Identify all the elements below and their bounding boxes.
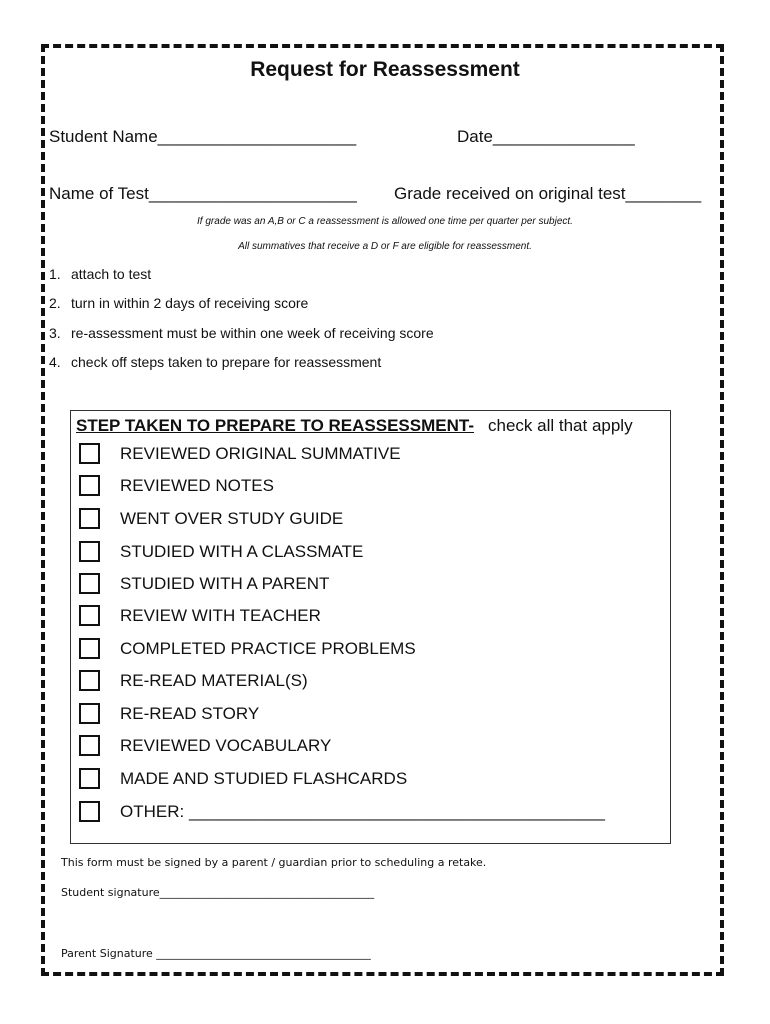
- checkbox[interactable]: [79, 573, 100, 594]
- checklist-instruction: check all that apply: [488, 416, 633, 435]
- checklist-item-label: RE-READ MATERIAL(S): [120, 671, 308, 690]
- signature-notice: This form must be signed by a parent / guardian prior to scheduling a retake.: [61, 856, 487, 869]
- step-text: turn in within 2 days of receiving score: [71, 295, 309, 311]
- step-item: [49, 354, 381, 370]
- checkbox[interactable]: [79, 801, 100, 822]
- step-item: [49, 325, 434, 341]
- parent-signature-field[interactable]: Parent Signature _______________________________________: [61, 947, 371, 960]
- checkbox[interactable]: [79, 443, 100, 464]
- checklist-item-label: MADE AND STUDIED FLASHCARDS: [120, 769, 408, 788]
- note-abc-grade: If grade was an A,B or C a reassessment is allowed one time per quarter per subject.: [197, 216, 573, 227]
- step-text: check off steps taken to prepare for reassessment: [71, 354, 382, 370]
- checkbox[interactable]: [79, 703, 100, 724]
- checklist-title: STEP TAKEN TO PREPARE TO REASSESSMENT-: [76, 416, 474, 435]
- student-signature-field[interactable]: Student signature_______________________________________: [61, 886, 375, 899]
- step-item: [49, 266, 151, 282]
- checklist-item-label: STUDIED WITH A PARENT: [120, 574, 330, 593]
- checkbox[interactable]: [79, 638, 100, 659]
- step-text: re-assessment must be within one week of receiving score: [71, 325, 434, 341]
- checkbox[interactable]: [79, 605, 100, 626]
- checkbox[interactable]: [79, 735, 100, 756]
- date-field[interactable]: Date_______________: [457, 127, 635, 146]
- checkbox[interactable]: [79, 670, 100, 691]
- test-name-field[interactable]: Name of Test______________________: [49, 184, 357, 203]
- step-number: 2.: [49, 295, 61, 311]
- checklist-item-label: OTHER: ____________________________________________: [120, 802, 605, 821]
- checklist-item-label: REVIEWED VOCABULARY: [120, 736, 332, 755]
- student-name-field[interactable]: Student Name_____________________: [49, 127, 357, 146]
- step-number: 3.: [49, 325, 61, 341]
- form-title: Request for Reassessment: [250, 58, 520, 81]
- step-number: 1.: [49, 266, 61, 282]
- checklist-item-label: STUDIED WITH A CLASSMATE: [120, 542, 364, 561]
- checklist-item-label: REVIEW WITH TEACHER: [120, 606, 321, 625]
- grade-received-field[interactable]: Grade received on original test________: [394, 184, 702, 203]
- checklist-item-label: REVIEWED ORIGINAL SUMMATIVE: [120, 444, 401, 463]
- step-text: attach to test: [71, 266, 152, 282]
- checklist-heading: [76, 416, 633, 436]
- step-item: [49, 295, 308, 311]
- checklist-item-label: COMPLETED PRACTICE PROBLEMS: [120, 639, 416, 658]
- checkbox[interactable]: [79, 541, 100, 562]
- checklist-item-label: WENT OVER STUDY GUIDE: [120, 509, 344, 528]
- checklist-item-label: REVIEWED NOTES: [120, 476, 274, 495]
- checkbox[interactable]: [79, 508, 100, 529]
- checkbox[interactable]: [79, 768, 100, 789]
- checkbox[interactable]: [79, 475, 100, 496]
- checklist-item-label: RE-READ STORY: [120, 704, 260, 723]
- note-df-grade: All summatives that receive a D or F are eligible for reassessment.: [238, 241, 532, 252]
- step-number: 4.: [49, 354, 61, 370]
